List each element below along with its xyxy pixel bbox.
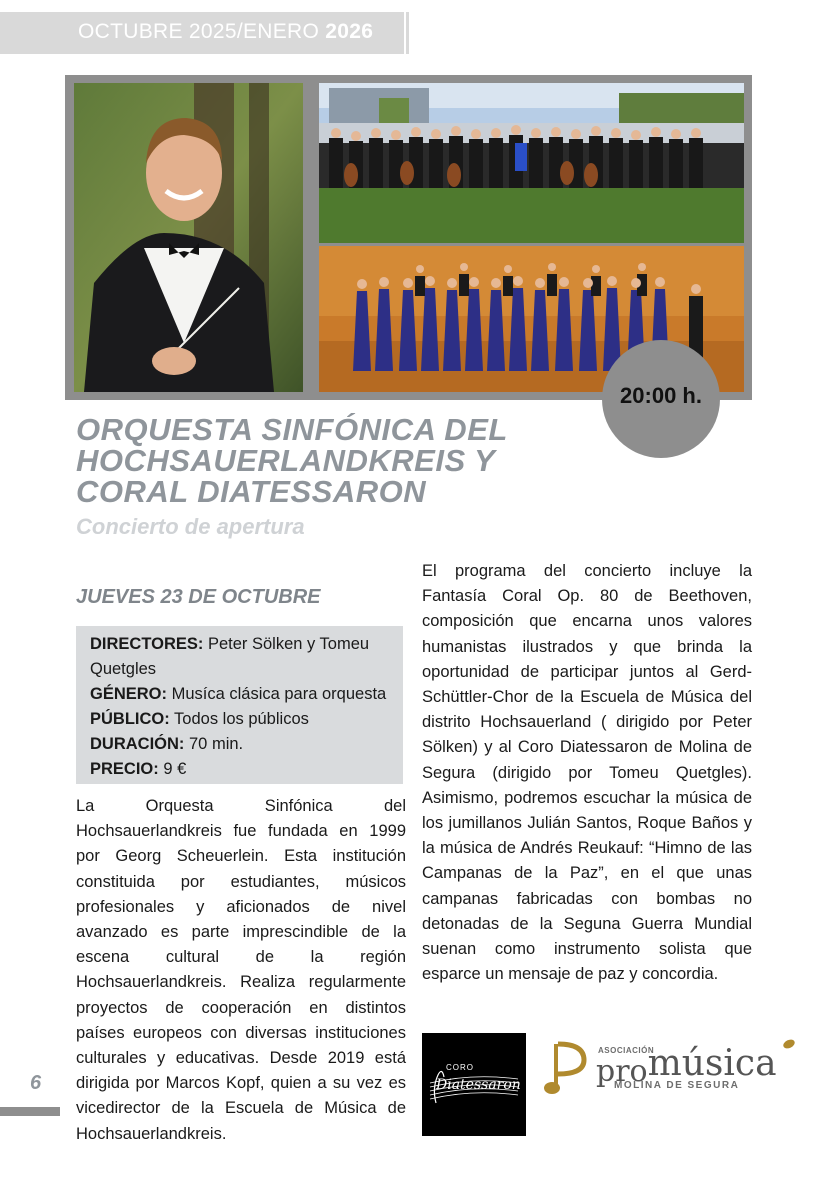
header-band-edge bbox=[400, 12, 404, 54]
coro-diatessaron-logo bbox=[422, 1033, 526, 1136]
detail-directores: DIRECTORES: Peter Sölken y Tomeu Quetgles bbox=[90, 635, 370, 678]
body-text-right: El programa del concierto incluye la Fantasía Coral Op. 80 de Beethoven, composición que encarna unos valores humanistas ilustrados y que brinda la oportunidad de participar juntos al Gerd-Schüttler-Chor de la Escuela de Música del distrito Hochsauerland ( dirigido por Peter Sölken) y al Coro Diatessaron de Molina de Segura (dirigido por Tomeu Quetgles). Asimismo, podremos escuchar la música de los jumillanos Julián Santos, Roque Baños y la música de Andrés Reukauf: “Himno de las Campanas de la Paz”, en el que unas campanas fabricadas con bombas no detonadas de la Seguna Guerra Mundial suenan como instrumento solista que esparce un mensaje de paz y concordia. bbox=[422, 562, 752, 984]
event-date: JUEVES 23 DE OCTUBRE bbox=[76, 586, 321, 608]
coro-name: Diatessaron bbox=[436, 1077, 521, 1093]
title-line: ORQUESTA SINFÓNICA DEL bbox=[76, 412, 508, 447]
body-text-left: La Orquesta Sinfónica del Hochsauerlandkreis fue fundada en 1999 por Georg Scheuerlein. Esta institución constituida por estudiantes, músicos profesionales y aficionados de nivel avanzado es parte imprescindible de la escena cultural de la región Hochsauerlandkreis. Realiza regularmente proyectos de cooperación en distintos países europeos con diversas instituciones culturales y educativas. Desde 2019 está dirigida por Marcos Kopf, quien a su vez es vicedirector de la Escuela de Música de Hochsauerlandkreis. bbox=[76, 797, 406, 1143]
header-date-range: OCTUBRE 2025/ENERO 2026 bbox=[78, 20, 374, 43]
details-box bbox=[76, 626, 403, 784]
page-number-bar bbox=[0, 1107, 60, 1116]
event-title bbox=[76, 414, 596, 507]
promusica-name: promúsica bbox=[596, 1043, 777, 1089]
event-subtitle: Concierto de apertura bbox=[76, 514, 305, 539]
conductor-photo bbox=[74, 83, 303, 392]
header-band-edge bbox=[406, 12, 409, 54]
title-line: CORAL DIATESSARON bbox=[76, 474, 427, 509]
time-text: 20:00 h. bbox=[620, 383, 702, 408]
promusica-subtitle: MOLINA DE SEGURA bbox=[614, 1080, 740, 1091]
detail-genero: GÉNERO: Musíca clásica para orquesta bbox=[90, 685, 387, 703]
promusica-assoc: ASOCIACIÓN bbox=[598, 1046, 655, 1055]
promusica-logo bbox=[544, 1036, 796, 1098]
promusica-note-icon bbox=[782, 1038, 796, 1050]
detail-precio: PRECIO: 9 € bbox=[90, 760, 187, 778]
time-badge bbox=[602, 340, 720, 458]
title-line: HOCHSAUERLANDKREIS Y bbox=[76, 443, 496, 478]
page-number: 6 bbox=[30, 1072, 42, 1094]
promusica-p-note-icon bbox=[544, 1040, 588, 1098]
detail-duracion: DURACIÓN: 70 min. bbox=[90, 735, 244, 753]
orchestra-photo bbox=[319, 83, 744, 243]
detail-publico: PÚBLICO: Todos los públicos bbox=[90, 710, 309, 728]
coro-word: CORO bbox=[446, 1063, 474, 1072]
